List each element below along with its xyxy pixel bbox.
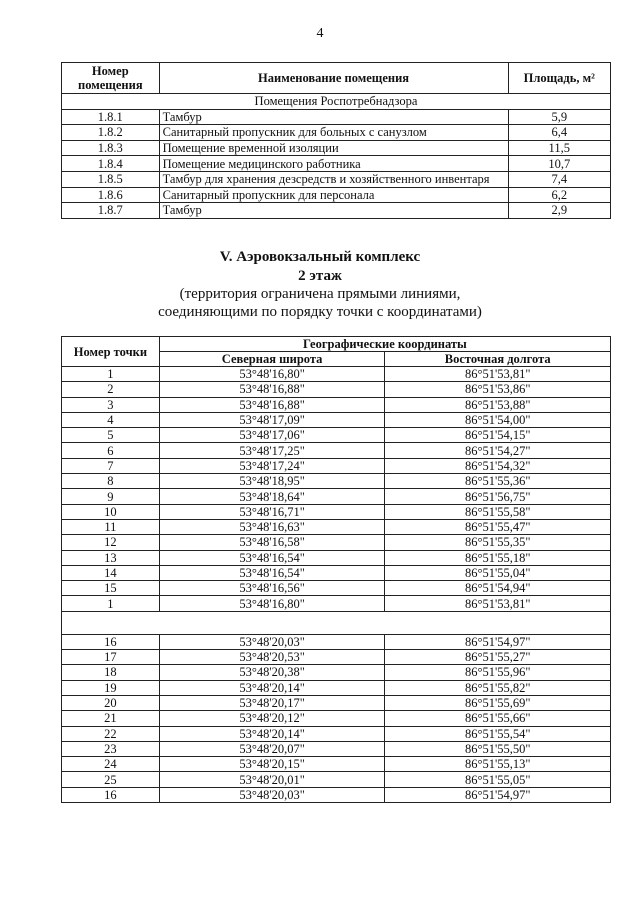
latitude-cell: 53°48'20,14" [159,726,385,741]
room-number-cell: 1.8.2 [62,125,160,141]
point-number-cell: 15 [62,581,160,596]
floor-title: 2 этаж [298,268,342,284]
latitude-cell: 53°48'17,06" [159,428,385,443]
point-number-cell: 17 [62,650,160,665]
rooms-section-label: Помещения Роспотребнадзора [62,94,611,110]
latitude-cell: 53°48'16,56" [159,581,385,596]
point-number-cell: 6 [62,443,160,458]
table-row [62,382,611,397]
table-row [62,428,611,443]
room-area-cell: 7,4 [508,171,610,187]
longitude-cell: 86°51'55,66" [385,711,611,726]
room-number-cell: 1.8.3 [62,140,160,156]
latitude-cell: 53°48'16,54" [159,565,385,580]
point-number-cell: 23 [62,741,160,756]
table-row [62,367,611,382]
point-number-cell: 14 [62,565,160,580]
point-number-cell: 16 [62,634,160,649]
point-number-cell: 22 [62,726,160,741]
longitude-cell: 86°51'54,27" [385,443,611,458]
room-name-cell: Помещение медицинского работника [159,156,508,172]
latitude-cell: 53°48'17,25" [159,443,385,458]
longitude-cell: 86°51'55,04" [385,565,611,580]
point-number-cell: 4 [62,412,160,427]
point-number-cell: 18 [62,665,160,680]
table-row [62,565,611,580]
longitude-cell: 86°51'55,96" [385,665,611,680]
longitude-cell: 86°51'54,94" [385,581,611,596]
latitude-cell: 53°48'20,07" [159,741,385,756]
table-row [62,109,611,125]
table-row [62,711,611,726]
room-number-cell: 1.8.5 [62,171,160,187]
longitude-cell: 86°51'55,47" [385,519,611,534]
table-row [62,443,611,458]
latitude-cell: 53°48'18,64" [159,489,385,504]
longitude-cell: 86°51'55,18" [385,550,611,565]
room-name-cell: Тамбур [159,203,508,219]
table-row [62,171,611,187]
header-geo-coordinates: Географические координаты [159,337,610,352]
room-area-cell: 6,4 [508,125,610,141]
table-row [62,458,611,473]
latitude-cell: 53°48'17,09" [159,412,385,427]
room-area-cell: 5,9 [508,109,610,125]
group-separator-row [62,611,611,634]
latitude-cell: 53°48'16,88" [159,397,385,412]
point-number-cell: 24 [62,757,160,772]
room-area-cell: 2,9 [508,203,610,219]
header-latitude: Северная широта [159,352,385,367]
room-number-cell: 1.8.1 [62,109,160,125]
room-area-cell: 10,7 [508,156,610,172]
latitude-cell: 53°48'20,14" [159,680,385,695]
table-row [62,489,611,504]
room-name-cell: Тамбур для хранения дезсредств и хозяйственного инвентаря [159,171,508,187]
table-row [62,519,611,534]
table-row [62,474,611,489]
room-number-cell: 1.8.7 [62,203,160,219]
longitude-cell: 86°51'53,81" [385,596,611,611]
room-name-cell: Помещение временной изоляции [159,140,508,156]
rooms-header-row [62,63,611,94]
page-number: 4 [316,26,324,41]
header-room-name: Наименование помещения [159,63,508,94]
room-area-cell: 6,2 [508,187,610,203]
point-number-cell: 21 [62,711,160,726]
longitude-cell: 86°51'55,58" [385,504,611,519]
longitude-cell: 86°51'53,81" [385,367,611,382]
table-row [62,726,611,741]
latitude-cell: 53°48'16,54" [159,550,385,565]
point-number-cell: 16 [62,787,160,802]
latitude-cell: 53°48'16,80" [159,596,385,611]
longitude-cell: 86°51'55,27" [385,650,611,665]
latitude-cell: 53°48'16,63" [159,519,385,534]
coords-header-row-1 [62,337,611,352]
point-number-cell: 3 [62,397,160,412]
room-name-cell: Тамбур [159,109,508,125]
point-number-cell: 20 [62,695,160,710]
table-row [62,596,611,611]
latitude-cell: 53°48'20,01" [159,772,385,787]
table-row [62,535,611,550]
latitude-cell: 53°48'16,71" [159,504,385,519]
header-room-number: Номер помещения [62,63,160,94]
point-number-cell: 7 [62,458,160,473]
table-row [62,772,611,787]
longitude-cell: 86°51'55,05" [385,772,611,787]
table-row [62,787,611,802]
table-row [62,156,611,172]
latitude-cell: 53°48'20,12" [159,711,385,726]
longitude-cell: 86°51'53,88" [385,397,611,412]
rooms-section-row [62,94,611,110]
table-row [62,634,611,649]
table-row [62,741,611,756]
room-area-cell: 11,5 [508,140,610,156]
room-number-cell: 1.8.6 [62,187,160,203]
latitude-cell: 53°48'20,03" [159,634,385,649]
room-number-cell: 1.8.4 [62,156,160,172]
longitude-cell: 86°51'55,50" [385,741,611,756]
longitude-cell: 86°51'55,13" [385,757,611,772]
point-number-cell: 8 [62,474,160,489]
table-row [62,550,611,565]
table-row [62,412,611,427]
point-number-cell: 11 [62,519,160,534]
longitude-cell: 86°51'54,15" [385,428,611,443]
table-row [62,650,611,665]
table-row [62,665,611,680]
boundary-note-line-1: (территория ограничена прямыми линиями, [179,286,461,302]
latitude-cell: 53°48'17,24" [159,458,385,473]
header-longitude: Восточная долгота [385,352,611,367]
longitude-cell: 86°51'53,86" [385,382,611,397]
table-row [62,397,611,412]
point-number-cell: 1 [62,596,160,611]
point-number-cell: 25 [62,772,160,787]
table-row [62,140,611,156]
latitude-cell: 53°48'20,17" [159,695,385,710]
latitude-cell: 53°48'20,15" [159,757,385,772]
longitude-cell: 86°51'54,97" [385,787,611,802]
longitude-cell: 86°51'55,36" [385,474,611,489]
boundary-note-line-2: соединяющими по порядку точки с координатами) [158,304,482,320]
point-number-cell: 1 [62,367,160,382]
table-row [62,125,611,141]
latitude-cell: 53°48'18,95" [159,474,385,489]
point-number-cell: 19 [62,680,160,695]
point-number-cell: 10 [62,504,160,519]
room-name-cell: Санитарный пропускник для больных с санузлом [159,125,508,141]
latitude-cell: 53°48'16,58" [159,535,385,550]
latitude-cell: 53°48'16,88" [159,382,385,397]
table-row [62,695,611,710]
longitude-cell: 86°51'54,32" [385,458,611,473]
point-number-cell: 13 [62,550,160,565]
room-name-cell: Санитарный пропускник для персонала [159,187,508,203]
header-point-number: Номер точки [62,337,160,367]
latitude-cell: 53°48'20,53" [159,650,385,665]
longitude-cell: 86°51'55,35" [385,535,611,550]
table-row [62,581,611,596]
table-row [62,757,611,772]
header-room-area: Площадь, м² [508,63,610,94]
longitude-cell: 86°51'55,54" [385,726,611,741]
table-row [62,504,611,519]
section-title: V. Аэровокзальный комплекс [219,249,421,265]
longitude-cell: 86°51'55,69" [385,695,611,710]
point-number-cell: 2 [62,382,160,397]
point-number-cell: 9 [62,489,160,504]
latitude-cell: 53°48'20,03" [159,787,385,802]
coordinates-table [61,336,611,803]
longitude-cell: 86°51'54,97" [385,634,611,649]
longitude-cell: 86°51'56,75" [385,489,611,504]
table-row [62,187,611,203]
longitude-cell: 86°51'54,00" [385,412,611,427]
latitude-cell: 53°48'20,38" [159,665,385,680]
group-separator-cell [62,611,611,634]
point-number-cell: 5 [62,428,160,443]
longitude-cell: 86°51'55,82" [385,680,611,695]
rooms-table [61,62,611,219]
table-row [62,680,611,695]
table-row [62,203,611,219]
point-number-cell: 12 [62,535,160,550]
latitude-cell: 53°48'16,80" [159,367,385,382]
